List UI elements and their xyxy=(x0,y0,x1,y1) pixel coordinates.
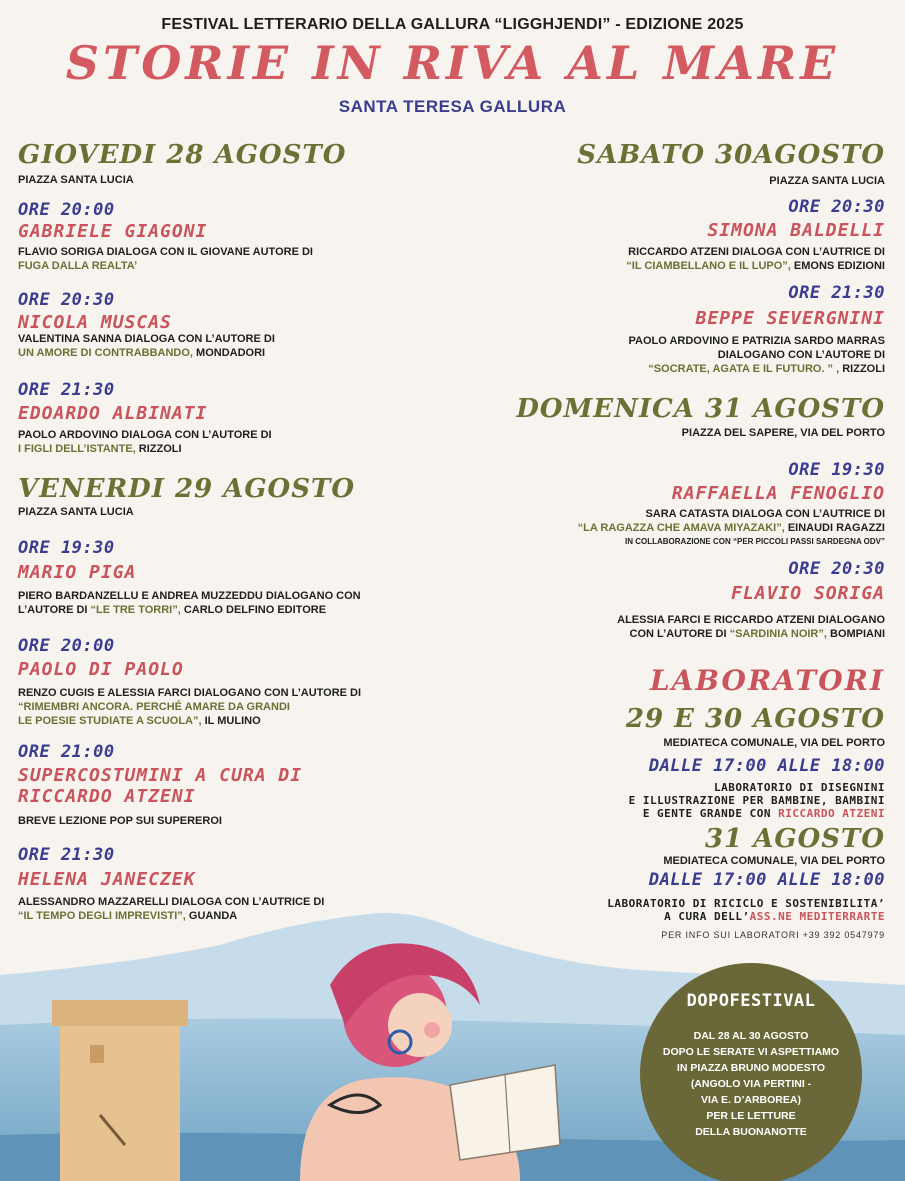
dopofestival-line: (ANGOLO VIA PERTINI - xyxy=(690,1078,812,1090)
event-author: RAFFAELLA FENOGLIO xyxy=(671,483,885,504)
event-publisher: GUANDA xyxy=(185,910,238,922)
event-time: ORE 20:30 xyxy=(18,290,115,310)
labs-dates-1: 29 E 30 AGOSTO xyxy=(625,704,885,734)
event-book: “RIMEMBRI ANCORA. PERCHÉ AMARE DA GRANDI xyxy=(18,701,290,713)
event-book: I FIGLI DELL’ISTANTE, xyxy=(18,443,136,455)
event-line: RENZO CUGIS E ALESSIA FARCI DIALOGANO CON L’AUTORE DI xyxy=(18,687,362,699)
dopofestival-line: IN PIAZZA BRUNO MODESTO xyxy=(676,1062,826,1074)
event-description xyxy=(18,428,272,456)
poster-title: STORIE IN RIVA AL MARE xyxy=(65,36,840,90)
event-description xyxy=(626,245,885,273)
event-time: ORE 19:30 xyxy=(18,538,115,558)
event-description xyxy=(629,334,885,376)
event-author-line: RICCARDO ATZENI xyxy=(18,786,196,807)
event-line: L’AUTORE DI xyxy=(18,604,91,616)
labs-host: ASS.NE MEDITERRARTE xyxy=(749,910,885,923)
event-publisher: EMONS EDIZIONI xyxy=(790,260,885,272)
event-line: CON L’AUTORE DI xyxy=(629,628,730,640)
tower-icon xyxy=(52,1000,188,1181)
event-book: LE POESIE STUDIATE A SCUOLA”, xyxy=(18,715,202,727)
event-line: SARA CATASTA DIALOGA CON L’AUTRICE DI xyxy=(645,508,885,520)
labs-host: RICCARDO ATZENI xyxy=(778,807,885,820)
event-publisher: CARLO DELFINO EDITORE xyxy=(180,604,327,616)
day-heading-thursday: GIOVEDI 28 AGOSTO xyxy=(18,140,347,170)
event-author: MARIO PIGA xyxy=(18,562,137,583)
event-book: “IL CIAMBELLANO E IL LUPO”, xyxy=(626,260,791,272)
event-book: FUGA DALLA REALTA’ xyxy=(18,260,138,272)
day-heading-friday: VENERDI 29 AGOSTO xyxy=(18,474,355,504)
dopofestival-text xyxy=(640,1028,862,1140)
event-note: IN COLLABORAZIONE CON “PER PICCOLI PASSI SARDEGNA ODV” xyxy=(624,537,885,546)
labs-info-phone: PER INFO SUI LABORATORI +39 392 0547979 xyxy=(661,930,885,940)
event-time: ORE 21:30 xyxy=(788,283,885,303)
event-author-line: SUPERCOSTUMINI A CURA DI xyxy=(18,765,303,786)
labs-line: E ILLUSTRAZIONE PER BAMBINE, BAMBINI xyxy=(628,794,885,807)
event-publisher: RIZZOLI xyxy=(135,443,182,455)
venue-saturday: PIAZZA SANTA LUCIA xyxy=(769,175,885,187)
event-publisher: RIZZOLI xyxy=(839,363,885,375)
dopofestival-line: VIA E. D’ARBOREA) xyxy=(701,1094,801,1106)
event-time: ORE 21:30 xyxy=(18,845,115,865)
event-publisher: MONDADORI xyxy=(192,347,266,359)
labs-time-2: DALLE 17:00 ALLE 18:00 xyxy=(648,870,885,890)
event-line: RICCARDO ATZENI DIALOGA CON L’AUTRICE DI xyxy=(628,246,885,258)
event-description xyxy=(18,245,313,273)
event-time: ORE 21:00 xyxy=(18,742,115,762)
day-heading-sunday: DOMENICA 31 AGOSTO xyxy=(516,394,885,424)
event-line: PAOLO ARDOVINO DIALOGA CON L’AUTORE DI xyxy=(18,429,272,441)
event-description xyxy=(18,589,361,617)
dopofestival-line: DOPO LE SERATE VI ASPETTIAMO xyxy=(662,1046,840,1058)
labs-venue-1: MEDIATECA COMUNALE, VIA DEL PORTO xyxy=(663,737,885,749)
event-author: NICOLA MUSCAS xyxy=(18,312,172,333)
event-book: “SARDINIA NOIR”, xyxy=(729,628,827,640)
event-line: FLAVIO SORIGA DIALOGA CON IL GIOVANE AUTORE DI xyxy=(18,246,313,258)
event-book: “LE TRE TORRI”, xyxy=(90,604,181,616)
labs-dates-2: 31 AGOSTO xyxy=(704,824,885,854)
event-publisher: BOMPIANI xyxy=(826,628,885,640)
event-line: ALESSANDRO MAZZARELLI DIALOGA CON L’AUTRICE DI xyxy=(18,896,325,908)
event-line: PAOLO ARDOVINO E PATRIZIA SARDO MARRAS xyxy=(628,335,885,347)
event-description xyxy=(578,507,885,549)
event-book: “SOCRATE, AGATA E IL FUTURO. ” , xyxy=(648,363,840,375)
event-book: UN AMORE DI CONTRABBANDO, xyxy=(18,347,193,359)
event-author: SIMONA BALDELLI xyxy=(707,220,885,241)
event-time: ORE 20:00 xyxy=(18,636,115,656)
labs-heading: LABORATORI xyxy=(649,664,885,697)
event-time: ORE 21:30 xyxy=(18,380,115,400)
event-author: EDOARDO ALBINATI xyxy=(18,403,208,424)
labs-line: LABORATORIO DI RICICLO E SOSTENIBILITA’ xyxy=(607,897,885,910)
labs-line: A CURA DELL’ xyxy=(664,910,750,923)
venue-sunday: PIAZZA DEL SAPERE, VIA DEL PORTO xyxy=(681,427,885,439)
event-time: ORE 19:30 xyxy=(788,460,885,480)
labs-venue-2: MEDIATECA COMUNALE, VIA DEL PORTO xyxy=(663,855,885,867)
labs-description-1 xyxy=(629,781,885,820)
event-author: FLAVIO SORIGA xyxy=(731,583,885,604)
event-time: ORE 20:30 xyxy=(788,559,885,579)
dopofestival-line: DELLA BUONANOTTE xyxy=(695,1126,807,1138)
event-description xyxy=(18,686,361,728)
venue-thursday: PIAZZA SANTA LUCIA xyxy=(18,174,134,186)
labs-line: LABORATORIO DI DISEGNINI xyxy=(714,781,885,794)
event-description: BREVE LEZIONE POP SUI SUPEREROI xyxy=(18,815,222,827)
dopofestival-line: PER LE LETTURE xyxy=(706,1110,796,1122)
event-book: “IL TEMPO DEGLI IMPREVISTI”, xyxy=(18,910,186,922)
dopofestival-badge xyxy=(640,963,862,1181)
event-author: HELENA JANECZEK xyxy=(18,869,196,890)
event-book: “LA RAGAZZA CHE AMAVA MIYAZAKI”, xyxy=(577,522,785,534)
labs-time-1: DALLE 17:00 ALLE 18:00 xyxy=(648,756,885,776)
event-author: BEPPE SEVERGNINI xyxy=(695,308,885,329)
event-publisher: EINAUDI RAGAZZI xyxy=(784,522,885,534)
event-author xyxy=(18,765,302,807)
event-time: ORE 20:30 xyxy=(788,197,885,217)
event-description xyxy=(18,332,275,360)
event-author: PAOLO DI PAOLO xyxy=(18,659,184,680)
event-line: DIALOGANO CON L’AUTORE DI xyxy=(717,349,885,361)
event-publisher: IL MULINO xyxy=(201,715,261,727)
event-description xyxy=(617,613,885,641)
event-line: ALESSIA FARCI E RICCARDO ATZENI DIALOGANO xyxy=(617,614,885,626)
festival-heading: FESTIVAL LETTERARIO DELLA GALLURA “LIGGHJENDI” - EDIZIONE 2025 xyxy=(161,16,744,33)
venue-friday: PIAZZA SANTA LUCIA xyxy=(18,506,134,518)
labs-line: E GENTE GRANDE CON xyxy=(642,807,779,820)
dopofestival-line: DAL 28 AL 30 AGOSTO xyxy=(693,1030,809,1042)
location-subtitle: SANTA TERESA GALLURA xyxy=(338,97,567,116)
event-line: PIERO BARDANZELLU E ANDREA MUZZEDDU DIALOGANO CON xyxy=(18,590,361,602)
event-author: GABRIELE GIAGONI xyxy=(18,221,208,242)
event-line: VALENTINA SANNA DIALOGA CON L’AUTORE DI xyxy=(18,333,275,345)
day-heading-saturday: SABATO 30AGOSTO xyxy=(577,140,885,170)
event-time: ORE 20:00 xyxy=(18,200,115,220)
dopofestival-title: DOPOFESTIVAL xyxy=(686,991,816,1011)
